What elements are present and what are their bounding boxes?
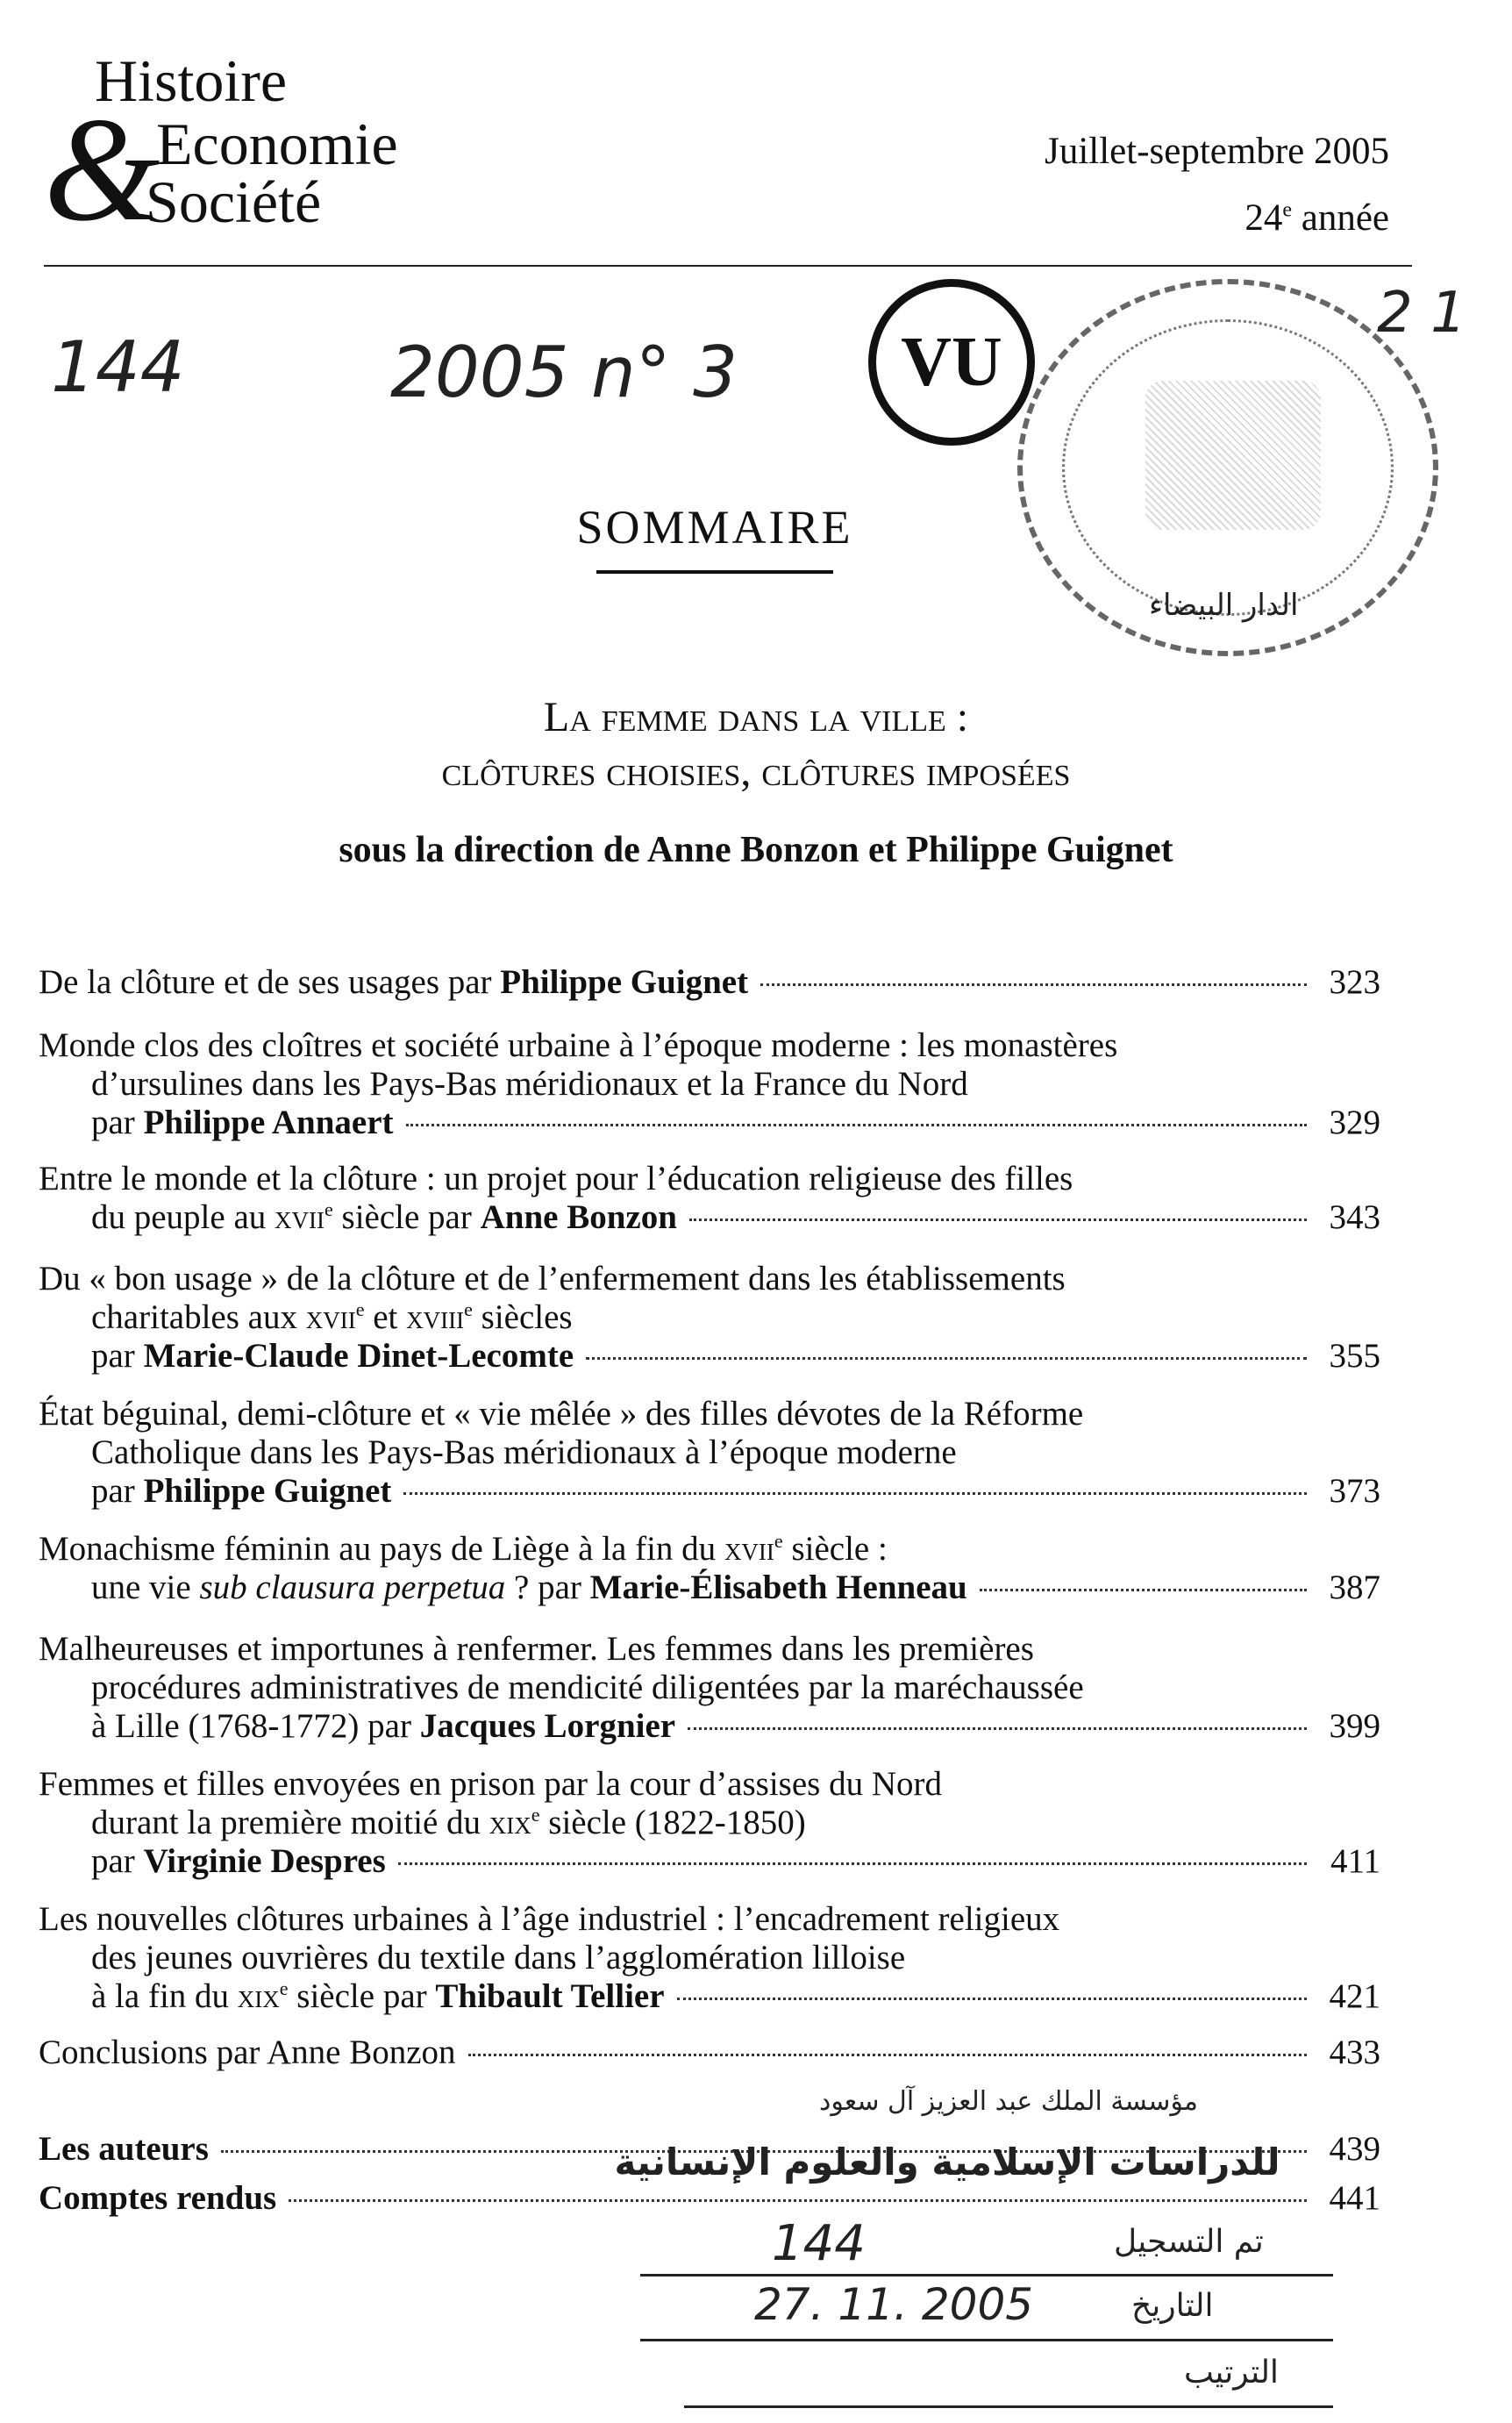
sommaire-underline [596, 570, 833, 574]
issue-year-word: année [1301, 197, 1389, 239]
toc-sup: e [279, 1977, 289, 1999]
toc-entry-4 [39, 1260, 1380, 1376]
toc-page: 373 [1329, 1472, 1380, 1510]
toc-author: Philippe Annaert [143, 1104, 394, 1141]
toc-entry-9 [39, 1900, 1380, 2016]
toc-text [39, 1530, 1380, 1569]
back-matter-comptes-rendus [39, 2179, 1380, 2218]
toc-author: Philippe Guignet [143, 1472, 392, 1510]
registration-foundation: مؤسسة الملك عبد العزيز آل سعود [819, 2086, 1198, 2117]
toc-author: Marie-Claude Dinet-Lecomte [143, 1337, 574, 1375]
toc-century: xvii [724, 1530, 774, 1568]
toc-leader [980, 1589, 1307, 1591]
toc-leader [586, 1357, 1307, 1360]
toc-century: xix [489, 1804, 531, 1841]
toc-text: siècle : [782, 1530, 888, 1568]
toc-page: 323 [1329, 963, 1380, 1001]
toc-text: siècles [472, 1298, 573, 1336]
toc-leader [289, 2199, 1307, 2202]
toc-author: Jacques Lorgnier [419, 1707, 676, 1745]
toc-author: Anne Bonzon [480, 1198, 677, 1236]
handwritten-number: 144 [51, 326, 185, 408]
toc-entry-8 [39, 1765, 1380, 1881]
toc-text: siècle par [332, 1198, 481, 1236]
toc-text: procédures administratives de mendicité diligentées par la maréchaussée [91, 1669, 1084, 1706]
toc-text: Catholique dans les Pays-Bas méridionaux à l’époque moderne [91, 1433, 957, 1471]
registration-rule-2 [640, 2339, 1333, 2341]
toc-author: Anne Bonzon [267, 2033, 456, 2071]
toc-text: État béguinal, demi-clôture et « vie mêlée » des filles dévotes de la Réforme [39, 1395, 1084, 1433]
toc-author: Thibault Tellier [435, 1977, 665, 2015]
toc-page: 399 [1329, 1707, 1380, 1745]
logo-ampersand: & [44, 87, 160, 252]
toc-text: du peuple au [91, 1198, 275, 1236]
handwritten-issue: 2005 n° 3 [390, 332, 738, 413]
toc-text: ? par [505, 1569, 590, 1606]
toc-century: xvii [305, 1298, 356, 1336]
toc-leader [677, 1998, 1307, 2000]
toc-sup: e [531, 1804, 540, 1826]
toc-text: par [91, 1472, 144, 1510]
issue-year [1245, 197, 1389, 239]
toc-entry-7 [39, 1630, 1380, 1746]
toc-text: Monde clos des cloîtres et société urbaine à l’époque moderne : les monastères [39, 1026, 1118, 1064]
dossier-direction: sous la direction de Anne Bonzon et Philippe Guignet [339, 830, 1173, 870]
toc-text: d’ursulines dans les Pays-Bas méridionaux et la France du Nord [91, 1065, 968, 1103]
toc-author: Virginie Despres [143, 1842, 386, 1880]
toc-page: 433 [1329, 2033, 1380, 2071]
header-rule [44, 265, 1412, 267]
toc-sup: e [325, 1198, 333, 1220]
toc-text [39, 1298, 1380, 1337]
toc-leader [468, 2054, 1307, 2056]
toc-leader [398, 1862, 1307, 1865]
registration-studies: للدراسات الإسلامية والعلوم الإنسانية [614, 2141, 1280, 2184]
toc-author: Marie-Élisabeth Henneau [589, 1569, 967, 1606]
vu-stamp: VU [868, 279, 1035, 446]
back-matter-page: 439 [1329, 2130, 1380, 2168]
toc-text: par [91, 1842, 144, 1880]
toc-italic: sub clausura perpetua [199, 1569, 506, 1606]
handwritten-corner: 2 1 [1377, 281, 1466, 346]
toc-entry-3 [39, 1160, 1380, 1237]
issue-year-sup: e [1282, 198, 1292, 222]
registration-rule-3 [684, 2405, 1333, 2408]
toc-text: à la fin du [91, 1977, 238, 2015]
toc-page: 343 [1329, 1198, 1380, 1236]
toc-text: des jeunes ouvrières du textile dans l’agglomération lilloise [91, 1939, 906, 1976]
toc-page: 329 [1329, 1104, 1380, 1141]
registration-rule-1 [640, 2274, 1333, 2276]
toc-text: une vie [91, 1569, 200, 1606]
logo-economie: Economie [156, 111, 398, 177]
back-matter-label: Comptes rendus [39, 2179, 277, 2217]
toc-text: durant la première moitié du [91, 1804, 489, 1841]
toc-page: 411 [1330, 1842, 1380, 1880]
toc-page: 387 [1329, 1569, 1380, 1606]
logo-histoire: Histoire [95, 47, 288, 114]
stamp-text: الدار البيضاء [1149, 588, 1299, 623]
toc-text: Monachisme féminin au pays de Liège à la fin du [39, 1530, 724, 1568]
toc-page: 355 [1329, 1337, 1380, 1375]
registration-date: 27. 11. 2005 [754, 2279, 1034, 2330]
toc-text: par [91, 1104, 144, 1141]
registration-order-label: الترتيب [1184, 2355, 1279, 2391]
toc-sup: e [355, 1298, 365, 1320]
toc-entry-2 [39, 1026, 1380, 1142]
toc-text: Entre le monde et la clôture : un projet pour l’éducation religieuse des filles [39, 1160, 1073, 1197]
toc-sup: e [774, 1530, 783, 1552]
toc-text: par [91, 1337, 144, 1375]
back-matter-page: 441 [1329, 2179, 1380, 2217]
issue-year-number: 24 [1245, 197, 1283, 239]
toc-leader [688, 1727, 1307, 1730]
registration-number: 144 [772, 2215, 866, 2272]
toc-entry-10 [39, 2033, 1380, 2072]
toc-century: xvii [275, 1198, 325, 1236]
sommaire-heading: SOMMAIRE [576, 501, 853, 554]
toc-leader [403, 1492, 1307, 1495]
dossier-title-line1: La femme dans la ville : [543, 694, 969, 740]
toc-leader [760, 983, 1307, 986]
toc-author: Philippe Guignet [500, 963, 749, 1001]
toc-page: 421 [1329, 1977, 1380, 2015]
toc-text: Malheureuses et importunes à renfermer. Les femmes dans les premières [39, 1630, 1034, 1668]
toc-text: à Lille (1768-1772) par [91, 1707, 420, 1745]
toc-text: charitables aux [91, 1298, 306, 1336]
toc-entry-5 [39, 1395, 1380, 1511]
dossier-title-line2: clôtures choisies, clôtures imposées [441, 748, 1071, 795]
toc-text: Conclusions par [39, 2033, 267, 2071]
toc-sup: e [464, 1298, 473, 1320]
toc-century: xix [237, 1977, 280, 2015]
toc-entry-1 [39, 963, 1380, 1002]
toc-text: et [364, 1298, 407, 1336]
toc-text: Les nouvelles clôtures urbaines à l’âge industriel : l’encadrement religieux [39, 1900, 1060, 1938]
toc-leader [406, 1124, 1307, 1126]
toc-text: siècle (1822-1850) [539, 1804, 806, 1841]
toc-leader [689, 1219, 1307, 1221]
issue-date: Juillet-septembre 2005 [1045, 131, 1389, 172]
toc-text [39, 1804, 1380, 1842]
back-matter-label: Les auteurs [39, 2130, 209, 2168]
toc-century: xviii [406, 1298, 465, 1336]
toc-text: De la clôture et de ses usages par [39, 963, 501, 1001]
toc-text: siècle par [288, 1977, 436, 2015]
registration-label: تم التسجيل [1114, 2224, 1264, 2260]
toc-entry-6 [39, 1530, 1380, 1607]
registration-date-label: التاريخ [1131, 2288, 1214, 2324]
logo-societe: Société [146, 168, 322, 235]
toc-text: Du « bon usage » de la clôture et de l’enfermement dans les établissements [39, 1260, 1066, 1297]
toc-text: Femmes et filles envoyées en prison par la cour d’assises du Nord [39, 1765, 942, 1803]
